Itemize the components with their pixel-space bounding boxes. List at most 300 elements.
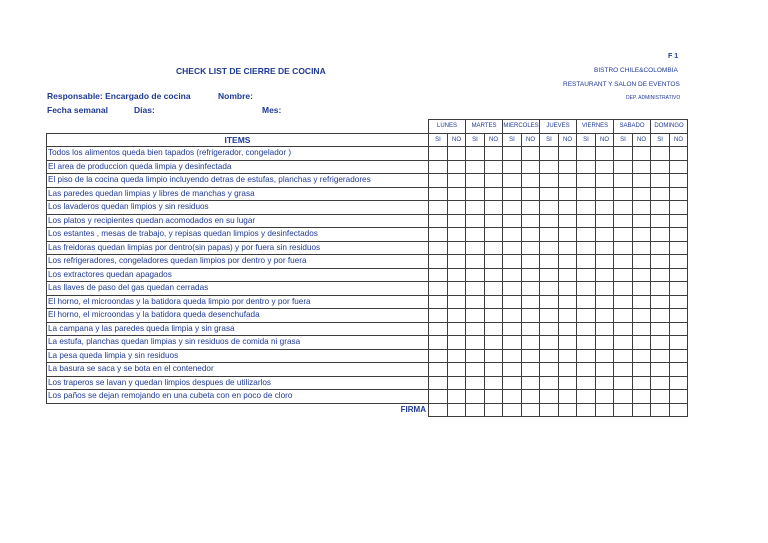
check-cell[interactable] bbox=[651, 214, 670, 228]
check-cell[interactable] bbox=[596, 268, 614, 282]
check-cell[interactable] bbox=[670, 255, 688, 269]
item-label: La pesa queda limpia y sin residuos bbox=[47, 349, 429, 363]
check-cell[interactable] bbox=[559, 255, 577, 269]
check-cell[interactable] bbox=[503, 295, 522, 309]
check-cell[interactable] bbox=[559, 376, 577, 390]
check-cell[interactable] bbox=[614, 187, 633, 201]
check-cell[interactable] bbox=[540, 309, 559, 323]
check-cell[interactable] bbox=[466, 174, 485, 188]
check-cell[interactable] bbox=[503, 187, 522, 201]
check-cell[interactable] bbox=[540, 390, 559, 404]
check-cell[interactable] bbox=[577, 214, 596, 228]
check-cell[interactable] bbox=[448, 214, 466, 228]
check-cell[interactable] bbox=[522, 336, 540, 350]
signature-cell[interactable] bbox=[633, 403, 651, 417]
check-cell[interactable] bbox=[670, 349, 688, 363]
check-cell[interactable] bbox=[429, 349, 448, 363]
check-cell[interactable] bbox=[670, 309, 688, 323]
check-cell[interactable] bbox=[540, 349, 559, 363]
check-cell[interactable] bbox=[651, 268, 670, 282]
check-cell[interactable] bbox=[651, 160, 670, 174]
item-label: La campana y las paredes queda limpia y sin grasa bbox=[47, 322, 429, 336]
check-cell[interactable] bbox=[614, 268, 633, 282]
check-cell[interactable] bbox=[651, 295, 670, 309]
check-cell[interactable] bbox=[540, 201, 559, 215]
check-cell[interactable] bbox=[614, 214, 633, 228]
check-cell[interactable] bbox=[577, 390, 596, 404]
check-cell[interactable] bbox=[503, 376, 522, 390]
check-cell[interactable] bbox=[448, 309, 466, 323]
check-cell[interactable] bbox=[559, 309, 577, 323]
check-cell[interactable] bbox=[559, 241, 577, 255]
check-cell[interactable] bbox=[540, 295, 559, 309]
check-cell[interactable] bbox=[485, 255, 503, 269]
check-cell[interactable] bbox=[614, 241, 633, 255]
check-cell[interactable] bbox=[503, 349, 522, 363]
check-cell[interactable] bbox=[633, 160, 651, 174]
check-cell[interactable] bbox=[614, 147, 633, 161]
check-cell[interactable] bbox=[503, 390, 522, 404]
check-cell[interactable] bbox=[577, 174, 596, 188]
check-cell[interactable] bbox=[651, 363, 670, 377]
check-cell[interactable] bbox=[651, 201, 670, 215]
check-cell[interactable] bbox=[485, 282, 503, 296]
check-cell[interactable] bbox=[540, 174, 559, 188]
check-cell[interactable] bbox=[522, 228, 540, 242]
check-cell[interactable] bbox=[429, 282, 448, 296]
check-cell[interactable] bbox=[596, 241, 614, 255]
check-cell[interactable] bbox=[448, 228, 466, 242]
check-cell[interactable] bbox=[540, 228, 559, 242]
item-label: El horno, el microondas y la batidora queda limpio por dentro y por fuera bbox=[47, 295, 429, 309]
check-cell[interactable] bbox=[466, 255, 485, 269]
check-cell[interactable] bbox=[633, 322, 651, 336]
check-cell[interactable] bbox=[559, 174, 577, 188]
check-cell[interactable] bbox=[614, 282, 633, 296]
day-header-lunes: LUNES bbox=[429, 120, 466, 134]
check-cell[interactable] bbox=[522, 187, 540, 201]
check-cell[interactable] bbox=[577, 160, 596, 174]
check-cell[interactable] bbox=[633, 268, 651, 282]
check-cell[interactable] bbox=[651, 322, 670, 336]
check-cell[interactable] bbox=[429, 228, 448, 242]
check-cell[interactable] bbox=[633, 174, 651, 188]
check-cell[interactable] bbox=[670, 363, 688, 377]
check-cell[interactable] bbox=[540, 363, 559, 377]
check-cell[interactable] bbox=[429, 376, 448, 390]
check-cell[interactable] bbox=[522, 282, 540, 296]
check-cell[interactable] bbox=[522, 322, 540, 336]
check-cell[interactable] bbox=[466, 322, 485, 336]
item-label: Las paredes quedan limpias y libres de manchas y grasa bbox=[47, 187, 429, 201]
check-cell[interactable] bbox=[577, 201, 596, 215]
check-cell[interactable] bbox=[651, 349, 670, 363]
check-cell[interactable] bbox=[522, 376, 540, 390]
check-cell[interactable] bbox=[577, 228, 596, 242]
check-cell[interactable] bbox=[577, 255, 596, 269]
check-cell[interactable] bbox=[670, 376, 688, 390]
check-cell[interactable] bbox=[559, 201, 577, 215]
check-cell[interactable] bbox=[448, 390, 466, 404]
check-cell[interactable] bbox=[596, 376, 614, 390]
check-cell[interactable] bbox=[670, 322, 688, 336]
items-header: ITEMS bbox=[47, 133, 429, 147]
check-cell[interactable] bbox=[540, 336, 559, 350]
check-cell[interactable] bbox=[614, 336, 633, 350]
check-cell[interactable] bbox=[596, 390, 614, 404]
check-cell[interactable] bbox=[429, 309, 448, 323]
signature-cell[interactable] bbox=[559, 403, 577, 417]
check-cell[interactable] bbox=[559, 336, 577, 350]
check-cell[interactable] bbox=[429, 336, 448, 350]
check-cell[interactable] bbox=[485, 322, 503, 336]
check-cell[interactable] bbox=[485, 349, 503, 363]
check-cell[interactable] bbox=[448, 187, 466, 201]
check-cell[interactable] bbox=[522, 241, 540, 255]
check-cell[interactable] bbox=[448, 376, 466, 390]
check-cell[interactable] bbox=[429, 295, 448, 309]
check-cell[interactable] bbox=[540, 160, 559, 174]
check-cell[interactable] bbox=[577, 363, 596, 377]
check-cell[interactable] bbox=[429, 160, 448, 174]
check-cell[interactable] bbox=[429, 322, 448, 336]
check-cell[interactable] bbox=[466, 282, 485, 296]
check-cell[interactable] bbox=[503, 241, 522, 255]
check-cell[interactable] bbox=[596, 174, 614, 188]
check-cell[interactable] bbox=[540, 214, 559, 228]
check-cell[interactable] bbox=[614, 201, 633, 215]
table-row bbox=[47, 255, 688, 269]
no-header: NO bbox=[485, 133, 503, 147]
check-cell[interactable] bbox=[466, 268, 485, 282]
signature-cell[interactable] bbox=[651, 403, 670, 417]
check-cell[interactable] bbox=[651, 282, 670, 296]
check-cell[interactable] bbox=[633, 309, 651, 323]
item-label: Los estantes , mesas de trabajo, y repisas quedan limpios y desinfectados bbox=[47, 228, 429, 242]
check-cell[interactable] bbox=[651, 309, 670, 323]
check-cell[interactable] bbox=[577, 322, 596, 336]
check-cell[interactable] bbox=[633, 363, 651, 377]
check-cell[interactable] bbox=[559, 214, 577, 228]
check-cell[interactable] bbox=[503, 363, 522, 377]
no-header: NO bbox=[633, 133, 651, 147]
check-cell[interactable] bbox=[466, 363, 485, 377]
check-cell[interactable] bbox=[503, 336, 522, 350]
signature-cell[interactable] bbox=[596, 403, 614, 417]
signature-cell[interactable] bbox=[466, 403, 485, 417]
signature-cell[interactable] bbox=[614, 403, 633, 417]
check-cell[interactable] bbox=[540, 282, 559, 296]
check-cell[interactable] bbox=[670, 241, 688, 255]
check-cell[interactable] bbox=[485, 336, 503, 350]
check-cell[interactable] bbox=[485, 363, 503, 377]
check-cell[interactable] bbox=[577, 376, 596, 390]
check-cell[interactable] bbox=[466, 376, 485, 390]
check-cell[interactable] bbox=[429, 214, 448, 228]
table-row bbox=[47, 349, 688, 363]
check-cell[interactable] bbox=[466, 228, 485, 242]
check-cell[interactable] bbox=[633, 187, 651, 201]
check-cell[interactable] bbox=[633, 214, 651, 228]
check-cell[interactable] bbox=[522, 390, 540, 404]
check-cell[interactable] bbox=[522, 214, 540, 228]
check-cell[interactable] bbox=[485, 241, 503, 255]
check-cell[interactable] bbox=[540, 268, 559, 282]
check-cell[interactable] bbox=[503, 268, 522, 282]
check-cell[interactable] bbox=[559, 268, 577, 282]
check-cell[interactable] bbox=[614, 363, 633, 377]
check-cell[interactable] bbox=[540, 187, 559, 201]
check-cell[interactable] bbox=[633, 390, 651, 404]
check-cell[interactable] bbox=[466, 390, 485, 404]
check-cell[interactable] bbox=[559, 187, 577, 201]
check-cell[interactable] bbox=[522, 309, 540, 323]
check-cell[interactable] bbox=[670, 160, 688, 174]
table-row bbox=[47, 376, 688, 390]
check-cell[interactable] bbox=[670, 187, 688, 201]
check-cell[interactable] bbox=[651, 376, 670, 390]
check-cell[interactable] bbox=[466, 147, 485, 161]
check-cell[interactable] bbox=[540, 241, 559, 255]
signature-cell[interactable] bbox=[577, 403, 596, 417]
check-cell[interactable] bbox=[429, 201, 448, 215]
check-cell[interactable] bbox=[596, 363, 614, 377]
check-cell[interactable] bbox=[466, 336, 485, 350]
check-cell[interactable] bbox=[577, 241, 596, 255]
check-cell[interactable] bbox=[559, 322, 577, 336]
check-cell[interactable] bbox=[614, 255, 633, 269]
check-cell[interactable] bbox=[448, 255, 466, 269]
check-cell[interactable] bbox=[485, 160, 503, 174]
check-cell[interactable] bbox=[540, 376, 559, 390]
check-cell[interactable] bbox=[448, 363, 466, 377]
check-cell[interactable] bbox=[614, 309, 633, 323]
check-cell[interactable] bbox=[633, 147, 651, 161]
check-cell[interactable] bbox=[596, 187, 614, 201]
check-cell[interactable] bbox=[633, 349, 651, 363]
check-cell[interactable] bbox=[540, 255, 559, 269]
check-cell[interactable] bbox=[429, 390, 448, 404]
check-cell[interactable] bbox=[485, 376, 503, 390]
check-cell[interactable] bbox=[577, 309, 596, 323]
check-cell[interactable] bbox=[522, 201, 540, 215]
check-cell[interactable] bbox=[466, 295, 485, 309]
check-cell[interactable] bbox=[596, 322, 614, 336]
check-cell[interactable] bbox=[485, 201, 503, 215]
check-cell[interactable] bbox=[670, 336, 688, 350]
check-cell[interactable] bbox=[596, 282, 614, 296]
check-cell[interactable] bbox=[614, 160, 633, 174]
check-cell[interactable] bbox=[466, 309, 485, 323]
check-cell[interactable] bbox=[522, 147, 540, 161]
signature-cell[interactable] bbox=[503, 403, 522, 417]
check-cell[interactable] bbox=[614, 228, 633, 242]
check-cell[interactable] bbox=[448, 147, 466, 161]
check-cell[interactable] bbox=[559, 160, 577, 174]
check-cell[interactable] bbox=[614, 390, 633, 404]
check-cell[interactable] bbox=[577, 187, 596, 201]
check-cell[interactable] bbox=[485, 390, 503, 404]
check-cell[interactable] bbox=[466, 201, 485, 215]
check-cell[interactable] bbox=[651, 390, 670, 404]
check-cell[interactable] bbox=[596, 201, 614, 215]
check-cell[interactable] bbox=[559, 228, 577, 242]
check-cell[interactable] bbox=[503, 255, 522, 269]
check-cell[interactable] bbox=[448, 282, 466, 296]
check-cell[interactable] bbox=[651, 241, 670, 255]
check-cell[interactable] bbox=[596, 160, 614, 174]
check-cell[interactable] bbox=[540, 147, 559, 161]
check-cell[interactable] bbox=[466, 160, 485, 174]
check-cell[interactable] bbox=[577, 268, 596, 282]
check-cell[interactable] bbox=[466, 187, 485, 201]
check-cell[interactable] bbox=[596, 255, 614, 269]
check-cell[interactable] bbox=[559, 349, 577, 363]
check-cell[interactable] bbox=[614, 174, 633, 188]
check-cell[interactable] bbox=[596, 295, 614, 309]
check-cell[interactable] bbox=[448, 174, 466, 188]
check-cell[interactable] bbox=[448, 322, 466, 336]
check-cell[interactable] bbox=[651, 228, 670, 242]
signature-cell[interactable] bbox=[429, 403, 448, 417]
check-cell[interactable] bbox=[633, 295, 651, 309]
check-cell[interactable] bbox=[596, 349, 614, 363]
check-cell[interactable] bbox=[633, 336, 651, 350]
firma-row bbox=[47, 403, 688, 417]
check-cell[interactable] bbox=[503, 174, 522, 188]
check-cell[interactable] bbox=[633, 376, 651, 390]
check-cell[interactable] bbox=[522, 295, 540, 309]
check-cell[interactable] bbox=[670, 174, 688, 188]
signature-cell[interactable] bbox=[448, 403, 466, 417]
check-cell[interactable] bbox=[651, 174, 670, 188]
check-cell[interactable] bbox=[485, 147, 503, 161]
check-cell[interactable] bbox=[522, 363, 540, 377]
check-cell[interactable] bbox=[651, 187, 670, 201]
check-cell[interactable] bbox=[651, 147, 670, 161]
signature-cell[interactable] bbox=[485, 403, 503, 417]
check-cell[interactable] bbox=[559, 363, 577, 377]
check-cell[interactable] bbox=[429, 174, 448, 188]
check-cell[interactable] bbox=[503, 282, 522, 296]
check-cell[interactable] bbox=[503, 160, 522, 174]
check-cell[interactable] bbox=[522, 255, 540, 269]
check-cell[interactable] bbox=[577, 147, 596, 161]
check-cell[interactable] bbox=[633, 282, 651, 296]
check-cell[interactable] bbox=[448, 349, 466, 363]
check-cell[interactable] bbox=[448, 160, 466, 174]
check-cell[interactable] bbox=[651, 255, 670, 269]
check-cell[interactable] bbox=[670, 282, 688, 296]
days-header-row bbox=[47, 120, 688, 134]
check-cell[interactable] bbox=[429, 255, 448, 269]
check-cell[interactable] bbox=[614, 295, 633, 309]
check-cell[interactable] bbox=[577, 282, 596, 296]
check-cell[interactable] bbox=[633, 255, 651, 269]
check-cell[interactable] bbox=[577, 336, 596, 350]
check-cell[interactable] bbox=[503, 228, 522, 242]
check-cell[interactable] bbox=[559, 390, 577, 404]
check-cell[interactable] bbox=[522, 174, 540, 188]
check-cell[interactable] bbox=[503, 214, 522, 228]
check-cell[interactable] bbox=[596, 336, 614, 350]
check-cell[interactable] bbox=[522, 268, 540, 282]
check-cell[interactable] bbox=[485, 228, 503, 242]
check-cell[interactable] bbox=[429, 187, 448, 201]
check-cell[interactable] bbox=[670, 201, 688, 215]
check-cell[interactable] bbox=[448, 295, 466, 309]
check-cell[interactable] bbox=[466, 349, 485, 363]
check-cell[interactable] bbox=[503, 147, 522, 161]
check-cell[interactable] bbox=[670, 147, 688, 161]
check-cell[interactable] bbox=[651, 336, 670, 350]
check-cell[interactable] bbox=[503, 201, 522, 215]
check-cell[interactable] bbox=[466, 214, 485, 228]
check-cell[interactable] bbox=[485, 187, 503, 201]
check-cell[interactable] bbox=[522, 160, 540, 174]
check-cell[interactable] bbox=[448, 268, 466, 282]
check-cell[interactable] bbox=[485, 214, 503, 228]
check-cell[interactable] bbox=[670, 228, 688, 242]
check-cell[interactable] bbox=[670, 268, 688, 282]
check-cell[interactable] bbox=[429, 268, 448, 282]
check-cell[interactable] bbox=[429, 363, 448, 377]
check-cell[interactable] bbox=[633, 228, 651, 242]
check-cell[interactable] bbox=[577, 349, 596, 363]
table-row bbox=[47, 228, 688, 242]
check-cell[interactable] bbox=[540, 322, 559, 336]
check-cell[interactable] bbox=[633, 201, 651, 215]
check-cell[interactable] bbox=[559, 282, 577, 296]
signature-cell[interactable] bbox=[540, 403, 559, 417]
check-cell[interactable] bbox=[614, 322, 633, 336]
check-cell[interactable] bbox=[429, 147, 448, 161]
check-cell[interactable] bbox=[448, 336, 466, 350]
table-row bbox=[47, 241, 688, 255]
check-cell[interactable] bbox=[466, 241, 485, 255]
check-cell[interactable] bbox=[559, 147, 577, 161]
check-cell[interactable] bbox=[596, 228, 614, 242]
signature-cell[interactable] bbox=[522, 403, 540, 417]
check-cell[interactable] bbox=[559, 295, 577, 309]
check-cell[interactable] bbox=[503, 309, 522, 323]
item-label: La estufa, planchas quedan limpias y sin residuos de comida ni grasa bbox=[47, 336, 429, 350]
si-header: SI bbox=[503, 133, 522, 147]
check-cell[interactable] bbox=[429, 241, 448, 255]
check-cell[interactable] bbox=[485, 309, 503, 323]
check-cell[interactable] bbox=[503, 322, 522, 336]
check-cell[interactable] bbox=[577, 295, 596, 309]
check-cell[interactable] bbox=[670, 295, 688, 309]
check-cell[interactable] bbox=[614, 376, 633, 390]
day-header-viernes: VIERNES bbox=[577, 120, 614, 134]
check-cell[interactable] bbox=[596, 214, 614, 228]
check-cell[interactable] bbox=[614, 349, 633, 363]
check-cell[interactable] bbox=[485, 295, 503, 309]
signature-cell[interactable] bbox=[670, 403, 688, 417]
check-cell[interactable] bbox=[485, 268, 503, 282]
check-cell[interactable] bbox=[448, 201, 466, 215]
check-cell[interactable] bbox=[522, 349, 540, 363]
check-cell[interactable] bbox=[448, 241, 466, 255]
no-header: NO bbox=[559, 133, 577, 147]
check-cell[interactable] bbox=[633, 241, 651, 255]
check-cell[interactable] bbox=[670, 390, 688, 404]
check-cell[interactable] bbox=[596, 309, 614, 323]
check-cell[interactable] bbox=[596, 147, 614, 161]
check-cell[interactable] bbox=[485, 174, 503, 188]
check-cell[interactable] bbox=[670, 214, 688, 228]
